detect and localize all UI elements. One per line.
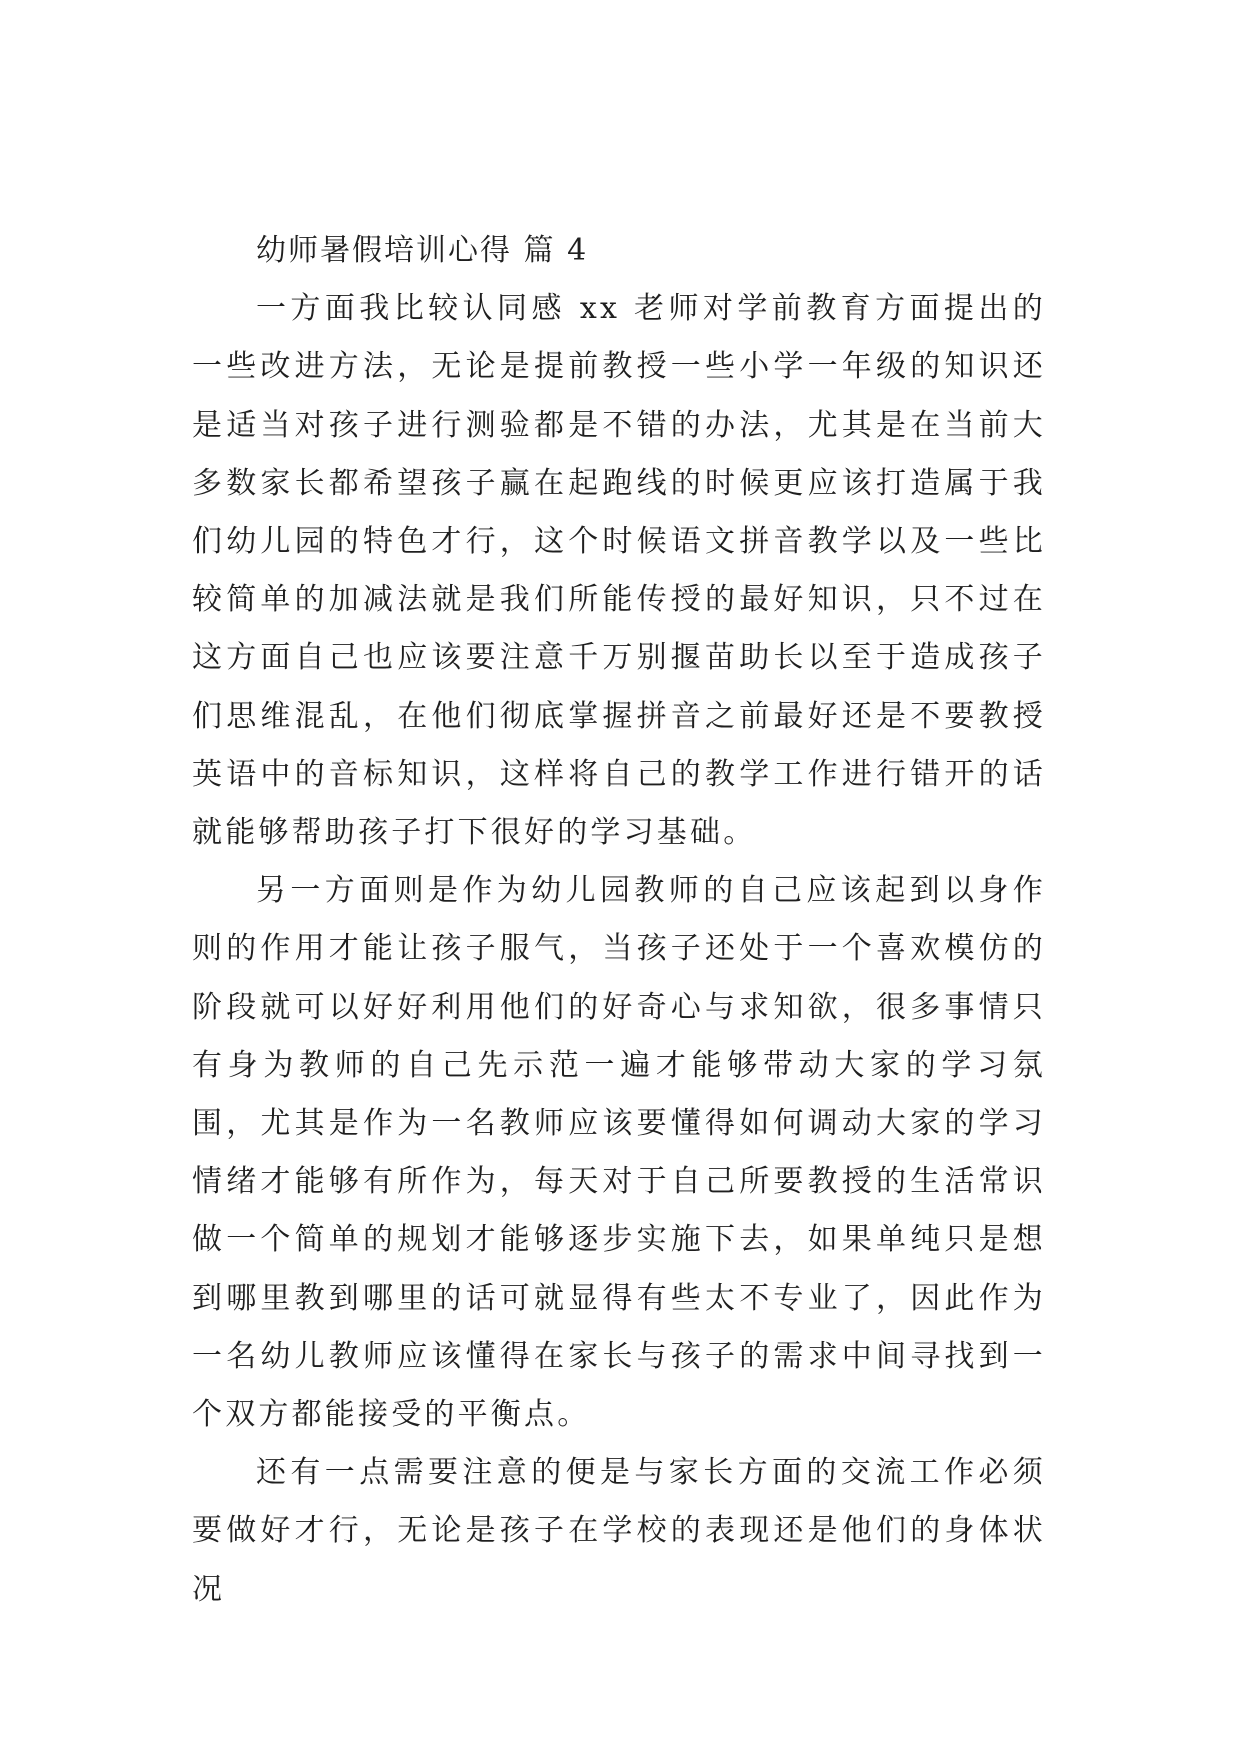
paragraph-2: 另一方面则是作为幼儿园教师的自己应该起到以身作则的作用才能让孩子服气，当孩子还处于一个喜欢模仿的阶段就可以好好利用他们的好奇心与求知欲，很多事情只有身为教师的自己先示范一遍才能够带动大家的学习氛围，尤其是作为一名教师应该要懂得如何调动大家的学习情绪才能够有所作为，每天对于自己所要教授的生活常识做一个简单的规划才能够逐步实施下去，如果单纯只是想到哪里教到哪里的话可就显得有些太不专业了，因此作为一名幼儿教师应该懂得在家长与孩子的需求中间寻找到一个双方都能接受的平衡点。: [192, 873, 1046, 1433]
paragraph-3: 还有一点需要注意的便是与家长方面的交流工作必须要做好才行，无论是孩子在学校的表现还是他们的身体状况: [192, 1455, 1046, 1607]
document-body: [192, 222, 1046, 1619]
document-title: 幼师暑假培训心得 篇 4: [256, 233, 589, 268]
paragraph-1: 一方面我比较认同感 xx 老师对学前教育方面提出的一些改进方法，无论是提前教授一些小学一年级的知识还是适当对孩子进行测验都是不错的办法，尤其是在当前大多数家长都希望孩子赢在起跑线的时候更应该打造属于我们幼儿园的特色才行，这个时候语文拼音教学以及一些比较简单的加减法就是我们所能传授的最好知识，只不过在这方面自己也应该要注意千万别揠苗助长以至于造成孩子们思维混乱，在他们彻底掌握拼音之前最好还是不要教授英语中的音标知识，这样将自己的教学工作进行错开的话就能够帮助孩子打下很好的学习基础。: [192, 291, 1046, 851]
